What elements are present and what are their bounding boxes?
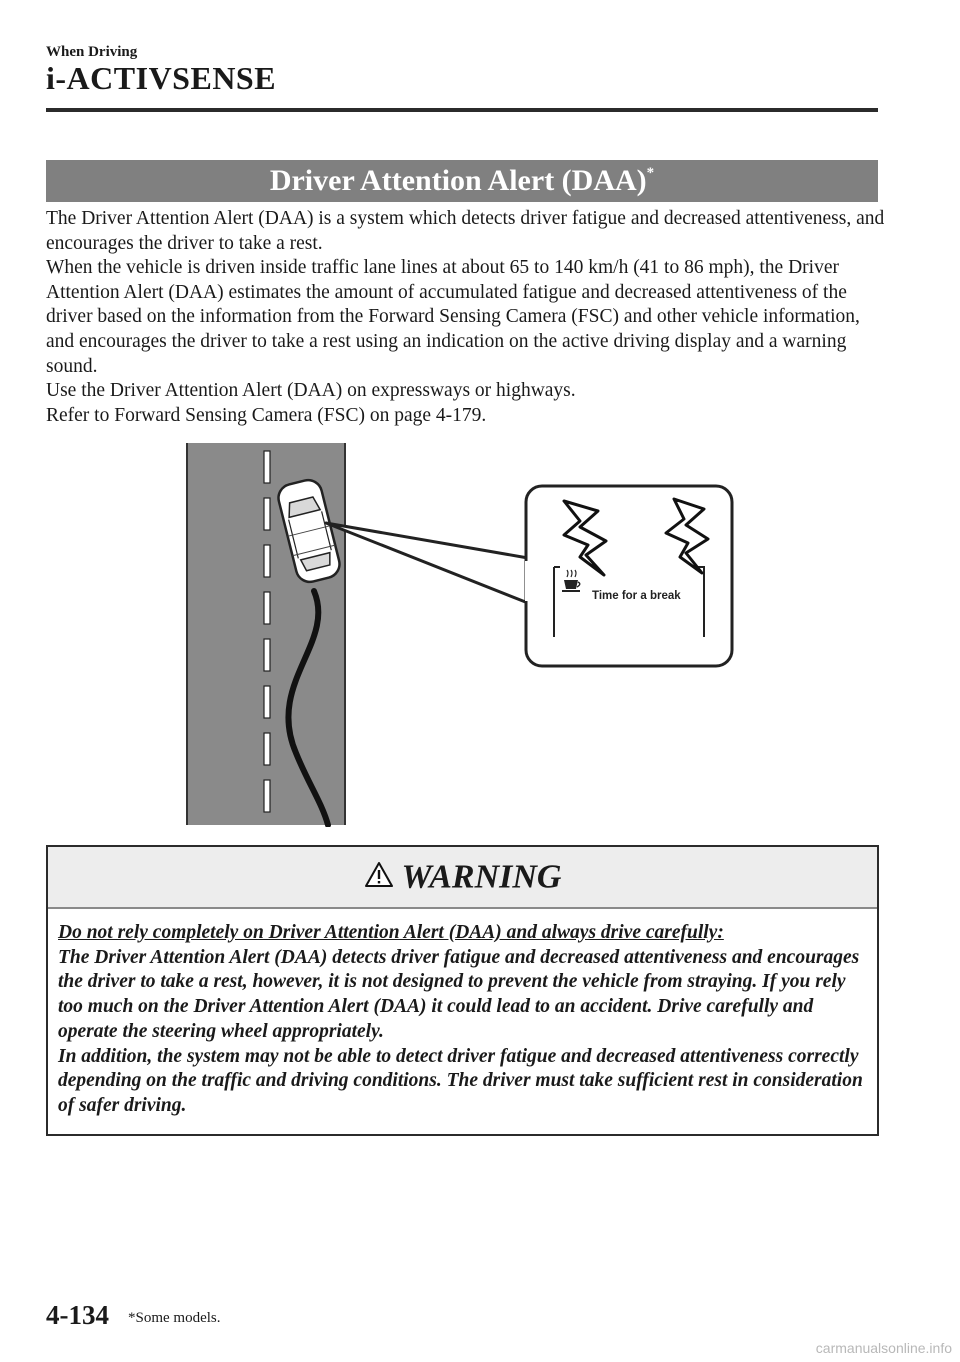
callout-pointer [326, 523, 528, 603]
warning-triangle-icon [364, 861, 394, 888]
header-rule [46, 108, 878, 112]
warning-paragraph: The Driver Attention Alert (DAA) detects driver fatigue and decreased attentiveness and encourages the driver to take a rest, however, it is not designed to prevent the vehicle from straying. If you rely too much on the Driver Attention Alert (DAA) it could lead to an accident. Drive carefully and operate the steering wheel appropriately. [58, 946, 860, 1042]
warning-box [46, 845, 879, 1136]
body-paragraph: The Driver Attention Alert (DAA) is a system which detects driver fatigue and decreased attentiveness, and encourages the driver to take a rest. [46, 208, 885, 254]
chapter-label: When Driving [46, 44, 138, 60]
display-message: Time for a break [592, 590, 681, 602]
watermark: carmanualsonline.info [815, 1340, 952, 1356]
banner-footnote-mark: * [646, 165, 655, 181]
warning-title: WARNING [401, 858, 562, 896]
warning-header [48, 847, 877, 909]
footnote: *Some models. [128, 1310, 221, 1326]
body-paragraph: When the vehicle is driven inside traffic lane lines at about 65 to 140 km/h (41 to 86 mph), the Driver Attention Alert (DAA) estimates the amount of accumulated fatigue and decreased attentiveness of the driver based on the information from the Forward Sensing Camera (FSC) and other vehicle information, and encourages the driver to take a rest using an indication on the active driving display and a warning sound. [46, 257, 860, 377]
warning-paragraph: In addition, the system may not be able to detect driver fatigue and decreased attentiveness correctly depending on the traffic and driving conditions. The driver must take sufficient rest in consideration of safer driving. [58, 1045, 863, 1116]
section-title: i-ACTIVSENSE [46, 60, 277, 96]
body-paragraph: Refer to Forward Sensing Camera (FSC) on page 4-179. [46, 404, 487, 426]
warning-heading: Do not rely completely on Driver Attention Alert (DAA) and always drive carefully: [58, 922, 724, 943]
topic-banner [46, 160, 878, 202]
body-paragraph: Use the Driver Attention Alert (DAA) on expressways or highways. [46, 380, 576, 402]
warning-body [48, 909, 877, 1119]
body-text [46, 207, 886, 428]
page-number: 4-134 [46, 1300, 109, 1330]
banner-title: Driver Attention Alert (DAA) [269, 164, 647, 197]
daa-illustration [186, 443, 746, 827]
